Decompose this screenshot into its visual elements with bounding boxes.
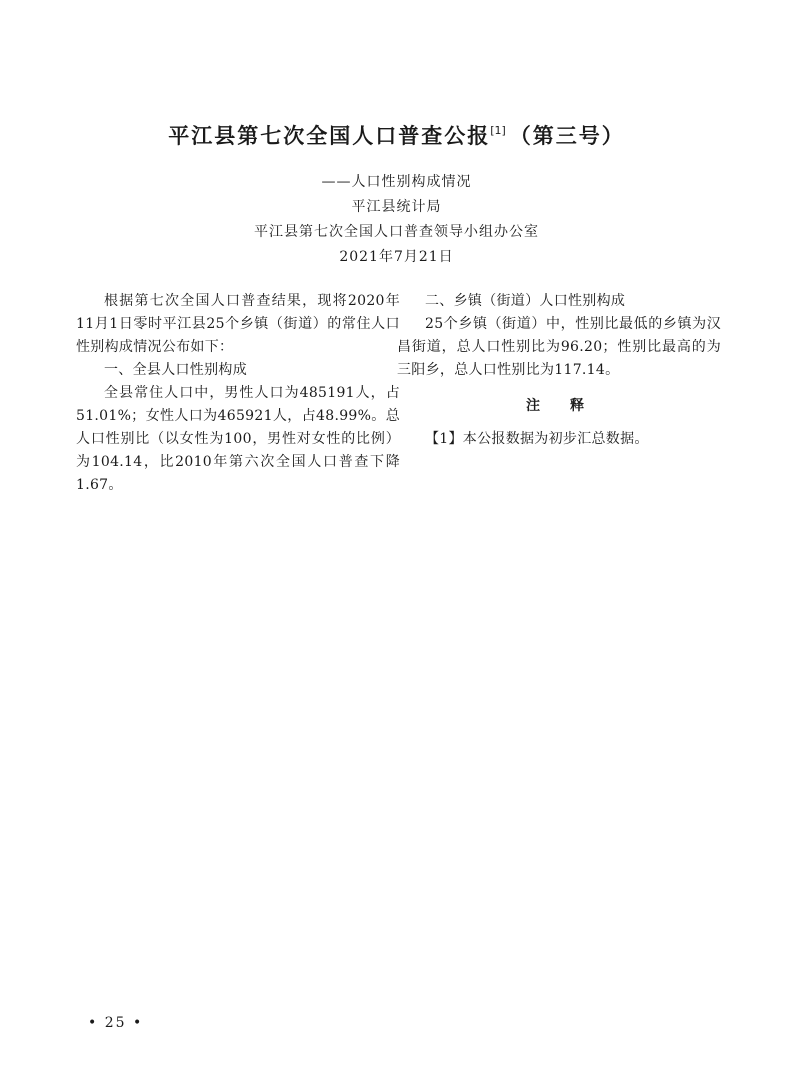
title-text: 平江县第七次全国人口普查公报	[168, 124, 491, 148]
intro-paragraph: 根据第七次全国人口普查结果，现将2020年11月1日零时平江县25个乡镇（街道）的常住人口性别构成情况公布如下：	[76, 293, 400, 355]
section1-paragraph: 全县常住人口中，男性人口为485191人，占51.01%；女性人口为465921人，占48.99%。总人口性别比（以女性为100，男性对女性的比例）为104.14，比2010年第六次全国人口普查下降1.67。	[76, 385, 400, 493]
left-column	[76, 290, 400, 497]
title-footnote-marker: [1]	[490, 124, 506, 137]
page-number: • 25 •	[88, 1015, 144, 1031]
notes-heading: 注 释	[526, 398, 592, 414]
notes-section	[397, 428, 721, 451]
section1-heading: 一、全县人口性别构成	[104, 362, 247, 378]
publication-date: 2021年7月21日	[339, 249, 454, 265]
note-item: 【1】本公报数据为初步汇总数据。	[425, 431, 649, 447]
issuer-statistics-bureau: 平江县统计局	[351, 199, 442, 215]
issuer-census-office: 平江县第七次全国人口普查领导小组办公室	[254, 224, 539, 240]
title-suffix: （第三号）	[509, 124, 625, 148]
subtitle: ——人口性别构成情况	[321, 174, 472, 190]
right-column	[397, 290, 721, 451]
page-title	[0, 117, 793, 150]
section2-heading: 二、乡镇（街道）人口性别构成	[425, 293, 626, 309]
section2-paragraph: 25个乡镇（街道）中，性别比最低的乡镇为汉昌街道，总人口性别比为96.20；性别比最高的为三阳乡，总人口性别比为117.14。	[397, 316, 721, 378]
